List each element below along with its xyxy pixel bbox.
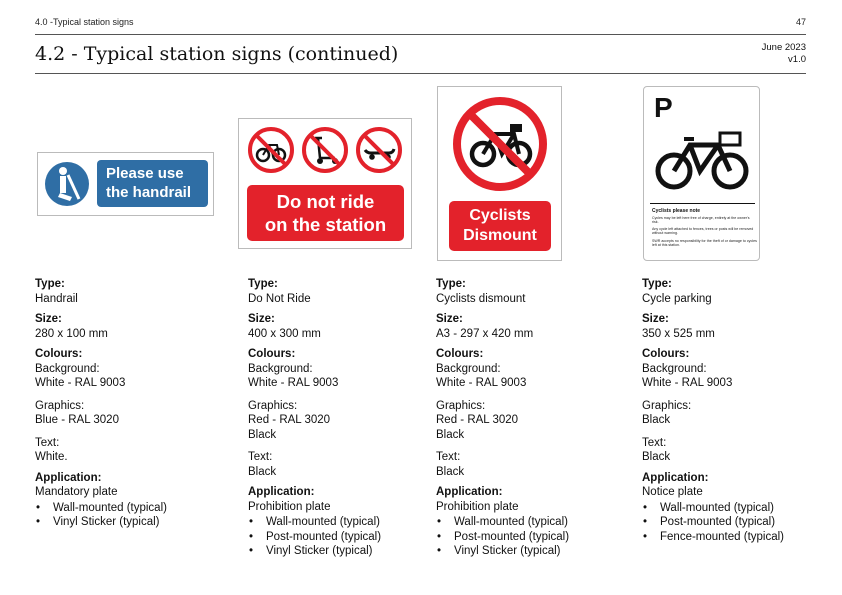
handrail-sign-line-2: the handrail xyxy=(106,184,192,201)
spec-cyclists-dismount xyxy=(436,277,626,559)
title-rule xyxy=(35,73,806,74)
list-item: • Wall-mounted (typical) xyxy=(248,515,438,530)
cycle-parking-sign xyxy=(643,86,760,261)
graphics-label: Graphics: xyxy=(436,399,486,412)
type-value: Do Not Ride xyxy=(248,292,311,305)
cyclists-dismount-sign xyxy=(437,86,562,261)
list-item: • Vinyl Sticker (typical) xyxy=(436,544,626,559)
graphics-label: Graphics: xyxy=(248,399,298,412)
size-label: Size: xyxy=(35,313,62,325)
application-label: Application: xyxy=(248,486,315,498)
background-value: White - RAL 9003 xyxy=(35,377,126,389)
parking-note-title: Cyclists please note xyxy=(652,208,701,214)
do-not-ride-line-1: Do not ride xyxy=(276,191,375,212)
text-value: Black xyxy=(436,465,465,478)
type-value: Handrail xyxy=(35,292,78,305)
doc-date: June 2023 xyxy=(761,42,806,53)
cyclists-dismount-sign-text xyxy=(449,201,551,251)
graphics-value: Red - RAL 3020 xyxy=(248,414,331,426)
graphics-value: Black xyxy=(436,428,465,441)
background-value: White - RAL 9003 xyxy=(436,377,527,389)
mounting-list xyxy=(35,501,225,530)
size-value: A3 - 297 x 420 mm xyxy=(436,327,534,340)
colours-label: Colours: xyxy=(248,348,296,360)
application-value: Notice plate xyxy=(642,486,703,498)
size-value: 350 x 525 mm xyxy=(642,327,715,340)
size-label: Size: xyxy=(642,313,669,325)
background-label: Background: xyxy=(35,362,100,375)
do-not-ride-sign-text xyxy=(247,185,404,241)
parking-letter: P xyxy=(654,92,673,123)
mounting-list xyxy=(248,515,438,559)
doc-version: v1.0 xyxy=(788,54,806,65)
type-value: Cycle parking xyxy=(642,292,712,305)
type-label: Type: xyxy=(35,278,65,290)
do-not-ride-line-2: on the station xyxy=(264,214,387,235)
application-value: Mandatory plate xyxy=(35,486,118,498)
list-item: • Post-mounted (typical) xyxy=(436,530,626,545)
application-label: Application: xyxy=(436,486,503,498)
graphics-label: Graphics: xyxy=(35,399,85,412)
type-label: Type: xyxy=(642,278,672,290)
size-label: Size: xyxy=(248,313,275,325)
list-item: • Vinyl Sticker (typical) xyxy=(35,515,225,530)
text-label: Text: xyxy=(248,451,273,463)
list-item: • Wall-mounted (typical) xyxy=(642,501,812,516)
doc-date-version xyxy=(706,42,806,66)
parking-note-line-3: SWR accepts no responsibility for the theft of or damage to cycles left at this station. xyxy=(652,239,757,248)
spec-do-not-ride xyxy=(248,277,438,559)
parking-note-line-2: Any cycle left attached to fences, trees or posts will be removed without warning. xyxy=(652,227,754,236)
parking-sign-divider xyxy=(650,203,755,204)
handrail-sign-text xyxy=(97,160,208,207)
handrail-sign xyxy=(37,152,214,216)
no-scooter-icon xyxy=(301,126,349,174)
page-number: 47 xyxy=(795,17,806,27)
no-bicycle-icon xyxy=(247,126,295,174)
handrail-icon xyxy=(44,161,90,207)
type-label: Type: xyxy=(436,278,466,290)
list-item: • Wall-mounted (typical) xyxy=(436,515,626,530)
graphics-label: Graphics: xyxy=(642,399,692,412)
list-item: • Wall-mounted (typical) xyxy=(35,501,225,516)
type-label: Type: xyxy=(248,278,278,290)
application-label: Application: xyxy=(35,471,102,484)
text-label: Text: xyxy=(642,436,667,449)
type-value: Cyclists dismount xyxy=(436,292,526,305)
handrail-sign-line-1: Please use xyxy=(106,165,184,182)
size-label: Size: xyxy=(436,313,463,325)
background-value: White - RAL 9003 xyxy=(642,377,733,389)
header-rule xyxy=(35,34,806,35)
list-item: • Vinyl Sticker (typical) xyxy=(248,544,438,559)
colours-label: Colours: xyxy=(436,348,484,360)
do-not-ride-sign xyxy=(238,118,412,249)
mounting-list xyxy=(642,501,812,545)
list-item: • Fence-mounted (typical) xyxy=(642,530,812,545)
section-label: 4.0 -Typical station signs xyxy=(35,17,134,27)
text-label: Text: xyxy=(436,451,461,463)
colours-label: Colours: xyxy=(35,348,83,360)
no-cycling-icon xyxy=(452,96,548,192)
graphics-value: Red - RAL 3020 xyxy=(436,414,519,426)
text-value: Black xyxy=(248,465,277,478)
spec-handrail xyxy=(35,277,225,530)
cyclists-dismount-line-2: Dismount xyxy=(463,227,537,244)
text-value: Black xyxy=(642,451,671,463)
parking-note-line-1: Cycles may be left here free of charge, entirely at the owner's risk. xyxy=(652,216,750,225)
graphics-value: Black xyxy=(248,428,277,441)
size-value: 400 x 300 mm xyxy=(248,327,321,340)
background-value: White - RAL 9003 xyxy=(248,377,339,389)
list-item: • Post-mounted (typical) xyxy=(642,515,812,530)
background-label: Background: xyxy=(436,362,501,375)
application-value: Prohibition plate xyxy=(436,500,519,513)
background-label: Background: xyxy=(642,362,707,375)
cyclists-dismount-line-1: Cyclists xyxy=(469,207,531,224)
bicycle-icon xyxy=(654,131,750,193)
mounting-list xyxy=(436,515,626,559)
spec-cycle-parking xyxy=(642,277,812,544)
colours-label: Colours: xyxy=(642,348,690,360)
application-value: Prohibition plate xyxy=(248,500,331,513)
size-value: 280 x 100 mm xyxy=(35,327,108,340)
text-value: White. xyxy=(35,451,68,463)
graphics-value: Blue - RAL 3020 xyxy=(35,414,119,426)
page-title: 4.2 - Typical station signs (continued) xyxy=(35,43,399,65)
list-item: • Post-mounted (typical) xyxy=(248,530,438,545)
text-label: Text: xyxy=(35,436,60,449)
background-label: Background: xyxy=(248,362,313,375)
application-label: Application: xyxy=(642,471,709,484)
no-skateboard-icon xyxy=(355,126,403,174)
graphics-value: Black xyxy=(642,414,671,426)
